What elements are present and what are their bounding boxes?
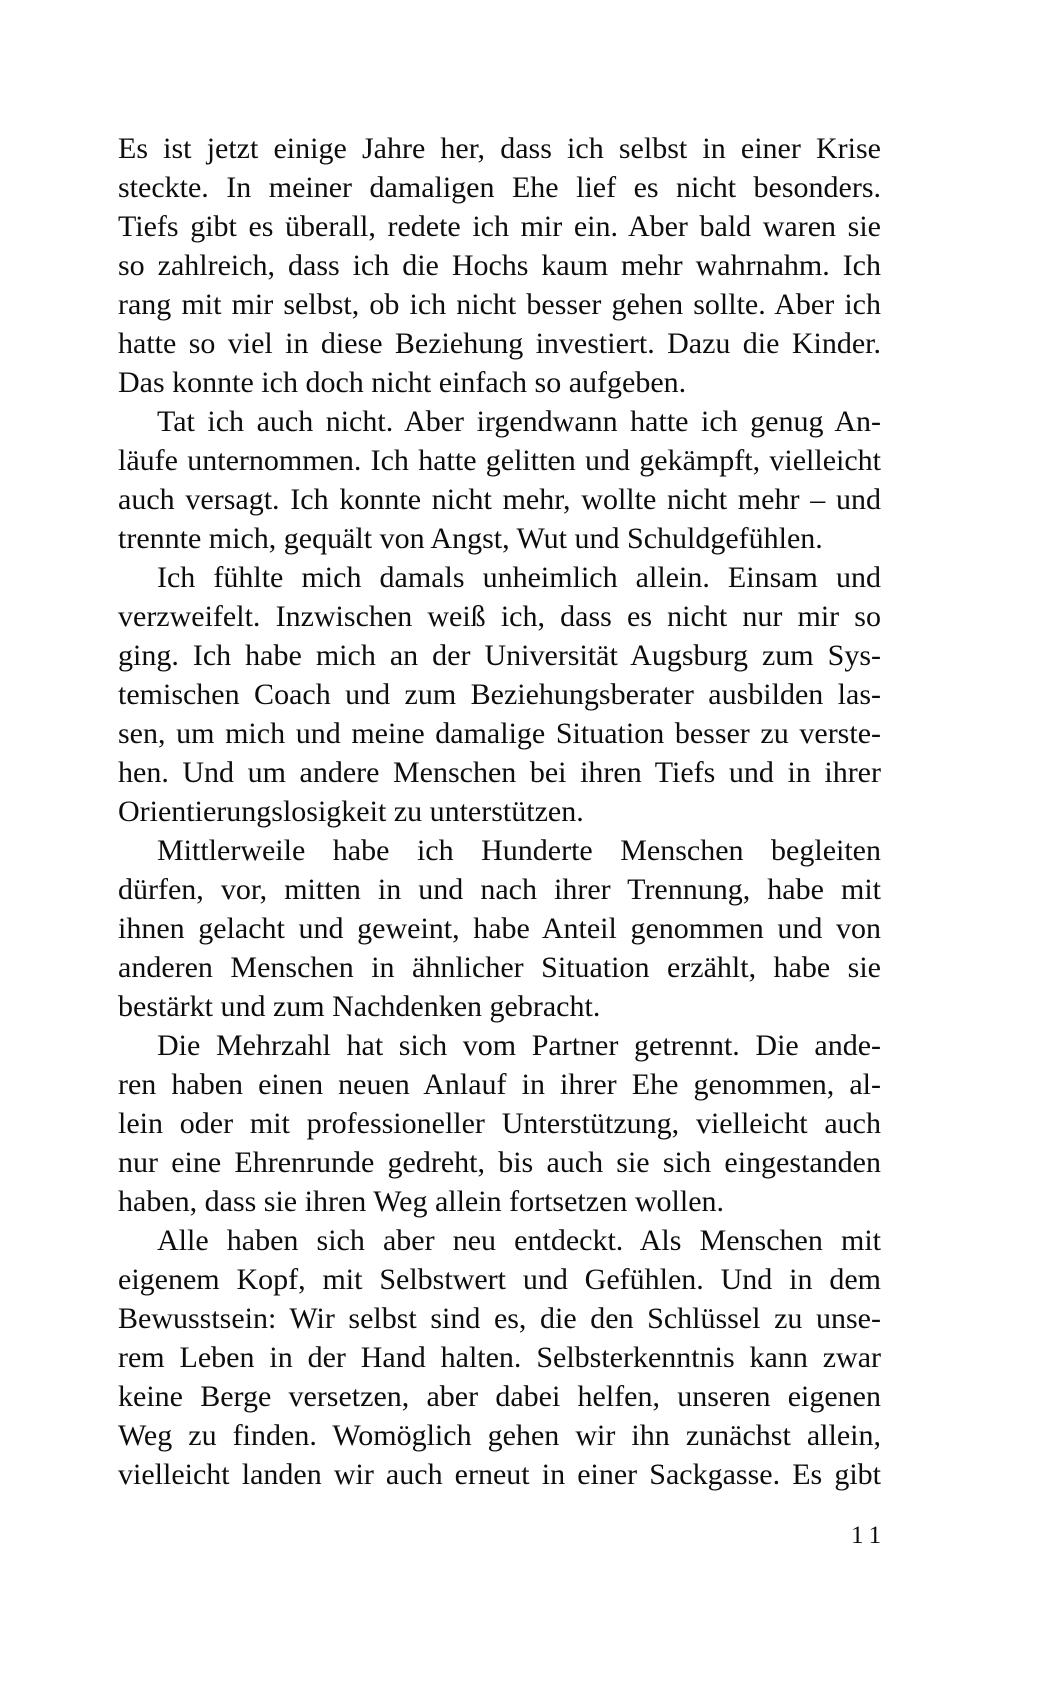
text-line: temischen Coach und zum Beziehungsberater ausbilden las-	[118, 678, 881, 711]
text-line: Ich fühlte mich damals unheimlich allein. Einsam und	[157, 561, 881, 594]
text-line: verzweifelt. Inzwischen weiß ich, dass es nicht nur mir so	[118, 600, 881, 633]
text-line: Mittlerweile habe ich Hunderte Menschen begleiten	[157, 834, 881, 867]
text-line: ihnen gelacht und geweint, habe Anteil genommen und von	[118, 912, 881, 945]
text-line: Es ist jetzt einige Jahre her, dass ich selbst in einer Krise	[118, 132, 881, 165]
text-line: keine Berge versetzen, aber dabei helfen, unseren eigenen	[118, 1380, 881, 1413]
text-line: haben, dass sie ihren Weg allein fortsetzen wollen.	[118, 1185, 725, 1218]
paragraph	[118, 129, 881, 402]
text-line: ren haben einen neuen Anlauf in ihrer Ehe genommen, al-	[118, 1068, 881, 1101]
paragraph	[118, 402, 881, 558]
text-line: Weg zu finden. Womöglich gehen wir ihn zunächst allein,	[118, 1419, 881, 1452]
text-line: hen. Und um andere Menschen bei ihren Tiefs und in ihrer	[118, 756, 881, 789]
text-line: dürfen, vor, mitten in und nach ihrer Trennung, habe mit	[118, 873, 881, 906]
text-line: hatte so viel in diese Beziehung investiert. Dazu die Kinder.	[118, 327, 881, 360]
text-line: Tiefs gibt es überall, redete ich mir ein. Aber bald waren sie	[118, 210, 881, 243]
body-text	[118, 129, 881, 1494]
text-line: Bewusstsein: Wir selbst sind es, die den Schlüssel zu unse-	[118, 1302, 881, 1335]
text-line: Alle haben sich aber neu entdeckt. Als Menschen mit	[157, 1224, 881, 1257]
text-line: ging. Ich habe mich an der Universität Augsburg zum Sys-	[118, 639, 881, 672]
text-line: auch versagt. Ich konnte nicht mehr, wollte nicht mehr – und	[118, 483, 881, 516]
text-line: rang mit mir selbst, ob ich nicht besser gehen sollte. Aber ich	[118, 288, 881, 321]
text-line: Tat ich auch nicht. Aber irgendwann hatte ich genug An-	[157, 405, 881, 438]
text-line: nur eine Ehrenrunde gedreht, bis auch sie sich eingestanden	[118, 1146, 881, 1179]
text-line: Das konnte ich doch nicht einfach so aufgeben.	[118, 366, 687, 399]
text-line: läufe unternommen. Ich hatte gelitten und gekämpft, vielleicht	[118, 444, 881, 477]
text-line: steckte. In meiner damaligen Ehe lief es nicht besonders.	[118, 171, 881, 204]
text-line: Orientierungslosigkeit zu unterstützen.	[118, 795, 584, 828]
page-number: 11	[851, 1522, 888, 1549]
text-line: lein oder mit professioneller Unterstützung, vielleicht auch	[118, 1107, 881, 1140]
paragraph	[118, 1026, 881, 1221]
text-line: Die Mehrzahl hat sich vom Partner getrennt. Die ande-	[157, 1029, 881, 1062]
text-line: vielleicht landen wir auch erneut in einer Sackgasse. Es gibt	[118, 1458, 881, 1491]
text-line: bestärkt und zum Nachdenken gebracht.	[118, 990, 601, 1023]
text-line: trennte mich, gequält von Angst, Wut und Schuldgefühlen.	[118, 522, 823, 555]
paragraph	[118, 558, 881, 831]
text-line: rem Leben in der Hand halten. Selbsterkenntnis kann zwar	[118, 1341, 881, 1374]
text-line: eigenem Kopf, mit Selbstwert und Gefühlen. Und in dem	[118, 1263, 881, 1296]
text-line: anderen Menschen in ähnlicher Situation erzählt, habe sie	[118, 951, 881, 984]
paragraph	[118, 831, 881, 1026]
text-line: so zahlreich, dass ich die Hochs kaum mehr wahrnahm. Ich	[118, 249, 881, 282]
paragraph	[118, 1221, 881, 1494]
text-line: sen, um mich und meine damalige Situation besser zu verste-	[118, 717, 881, 750]
